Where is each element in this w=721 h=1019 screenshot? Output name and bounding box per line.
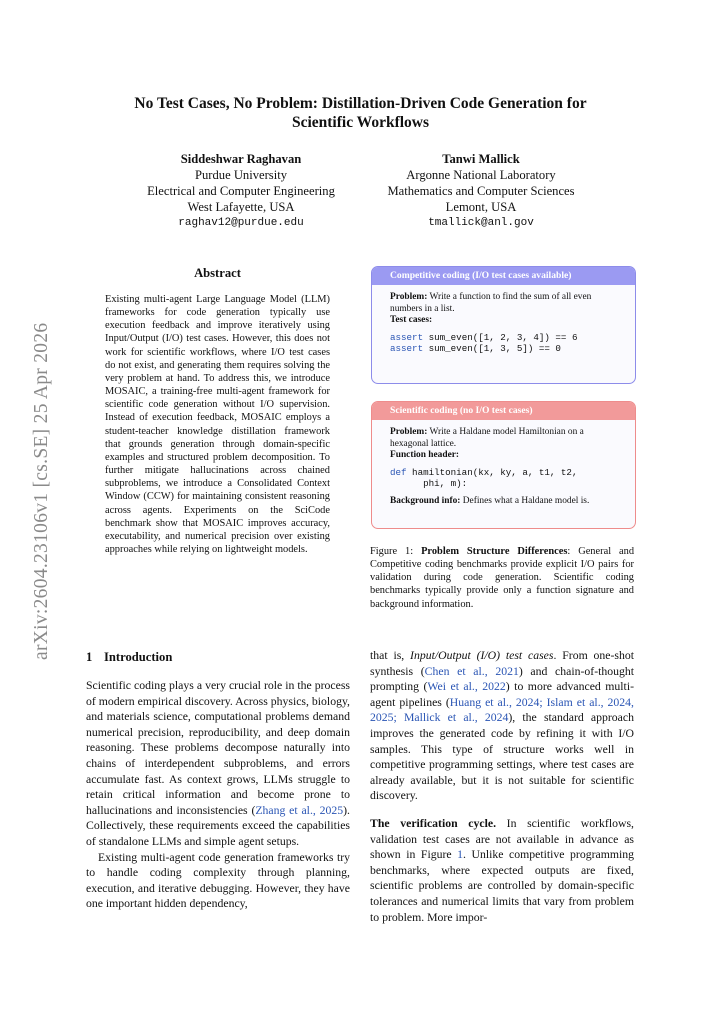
figure-caption: [370, 545, 634, 611]
figure-box-competitive: [371, 266, 636, 384]
emphasis-text: Input/Output (I/O) test cases: [410, 649, 554, 662]
right-paragraph-1: [370, 648, 634, 804]
author-affiliation: Purdue University: [195, 168, 287, 182]
background-info: [390, 496, 617, 507]
author-block-2: [356, 151, 606, 231]
author-name: Siddeshwar Raghavan: [180, 152, 302, 166]
author-location: Lemont, USA: [445, 200, 517, 214]
body-text: ) and chain-of-thought prompting (: [370, 664, 635, 694]
test-cases-label: Test cases:: [390, 314, 433, 325]
arxiv-stamp: arXiv:2604.23106v1 [cs.SE] 25 Apr 2026: [31, 322, 52, 660]
box-header: Scientific coding (no I/O test cases): [372, 402, 635, 420]
citation-link[interactable]: Chen et al., 2021: [424, 664, 519, 678]
paragraph-heading: The verification cycle.: [370, 816, 497, 830]
caption-label: Figure 1:: [370, 546, 422, 557]
body-text: . Unlike competitive programming benchmarks, where expected outputs are fixed, scientific problems are controlled by domain-specific tolerances and numerical limits that vary from problem to problem. More impor-: [370, 848, 634, 924]
problem-text: Write a function to find the sum of all even numbers in a list.: [390, 292, 592, 314]
right-paragraph-2: [370, 816, 634, 925]
intro-paragraph-1: [86, 678, 350, 850]
intro-text: Scientific coding plays a very crucial role in the process of modern empirical discovery. Across physics, biology, and materials science, computational problems demand numerical precision, reproducibility, and deep domain reasoning. These problems decompose naturally into chains of interdependent subproblems, and errors accumulate fast. As context grows, LLMs struggle to retain critical information and become prone to hallucinations and inconsistencies (: [86, 679, 350, 817]
abstract-heading: Abstract: [194, 266, 241, 280]
title-line-2: Scientific Workflows: [291, 114, 430, 131]
right-column-body: [370, 648, 634, 925]
author-affiliation: Argonne National Laboratory: [406, 168, 556, 182]
problem-statement: [390, 427, 617, 450]
author-department: Electrical and Computer Engineering: [147, 184, 335, 198]
background-label: Background info:: [390, 495, 461, 506]
code-text: sum_even([1, 3, 5]) == 0: [423, 343, 561, 355]
citation-link[interactable]: Huang et al., 2024; Islam et al., 2024, 2025; Mallick et al., 2024: [370, 695, 634, 725]
section-heading-introduction: [86, 650, 172, 665]
body-text: In scientific workflows, validation test cases are not available in advance as shown in Figure: [370, 816, 634, 862]
caption-text: : General and Competitive coding benchmarks provide explicit I/O pairs for validation during code generation. Scientific coding benchmarks typically provide only a function signature and background information.: [370, 546, 635, 610]
code-text: hamiltonian(kx, ky, a, t1, t2,: [406, 467, 578, 479]
left-column-body: [86, 678, 350, 912]
problem-statement: [390, 292, 617, 315]
citation-link[interactable]: Zhang et al., 2025: [255, 803, 344, 817]
code-keyword: assert: [390, 343, 424, 355]
figure-box-scientific: [371, 401, 636, 529]
figure-reference-link[interactable]: 1: [457, 848, 464, 862]
body-text: . From one-shot synthesis (: [370, 649, 634, 678]
author-location: West Lafayette, USA: [187, 200, 295, 214]
section-title: Introduction: [104, 650, 173, 664]
author-name: Tanwi Mallick: [442, 152, 520, 166]
intro-text: ). Collectively, these requirements exceed the capabilities of standalone LLMs and simple agent setups.: [86, 803, 350, 848]
paper-title: [90, 94, 631, 132]
code-keyword: assert: [390, 332, 424, 344]
caption-title: Problem Structure Differences: [421, 546, 568, 557]
intro-paragraph-2: Existing multi-agent code generation frameworks try to handle coding complexity through planning, execution, and iterative debugging. However, they have one important hidden dependency,: [86, 850, 350, 911]
background-text: Defines what a Haldane model is.: [460, 495, 590, 506]
title-line-1: No Test Cases, No Problem: Distillation-Driven Code Generation for: [134, 95, 587, 112]
author-block-1: [116, 151, 366, 231]
box-body: [372, 285, 635, 360]
citation-link[interactable]: Wei et al., 2022: [427, 680, 506, 694]
body-text: ), the standard approach improves the generated code by refining it with I/O samples. This type of structure works well in competitive programming settings, where test cases are already available, but it is not suitable for scientific discovery.: [370, 711, 634, 803]
code-line: [390, 343, 617, 354]
function-header-label: Function header:: [390, 449, 460, 460]
box-header: Competitive coding (I/O test cases available): [372, 267, 635, 285]
author-email[interactable]: raghav12@purdue.edu: [178, 217, 304, 229]
code-line: phi, m):: [390, 478, 468, 490]
code-text: sum_even([1, 2, 3, 4]) == 6: [423, 332, 578, 344]
code-keyword: def: [390, 467, 407, 479]
body-text: ) to more advanced multi-agent pipelines (: [370, 680, 634, 709]
abstract-text: Existing multi-agent Large Language Model (LLM) frameworks for code generation typically use execution feedback and improve iteratively using Input/Output (I/O) test cases. However, this does not work for scientific workflows, where I/O test cases do not exist, and generating them requires solving the very problem at hand. To address this, we introduce MOSAIC, a training-free multi-agent framework for scientific code generation without I/O supervision. Instead of execution feedback, MOSAIC employs a student-teacher knowledge distillation framework that grounds generation through domain-specific examples and structured problem decomposition. To further mitigate hallucinations across chained subproblems, we introduce a Consolidated Context Window (CCW) for maintaining consistent reasoning across agents. Experiments on the SciCode benchmark show that MOSAIC improves accuracy, executability, and numerical precision over existing approaches while relying on lightweight models.: [105, 294, 330, 555]
section-number: 1: [86, 650, 93, 664]
box-body: [372, 420, 635, 513]
code-line: [390, 332, 617, 343]
author-department: Mathematics and Computer Sciences: [387, 184, 575, 198]
body-text: that is,: [370, 649, 411, 662]
problem-label: Problem:: [390, 292, 428, 303]
code-line: [390, 467, 617, 478]
problem-label: Problem:: [390, 427, 428, 438]
author-email[interactable]: tmallick@anl.gov: [428, 217, 534, 229]
problem-text: Write a Haldane model Hamiltonian on a hexagonal lattice.: [390, 427, 584, 449]
